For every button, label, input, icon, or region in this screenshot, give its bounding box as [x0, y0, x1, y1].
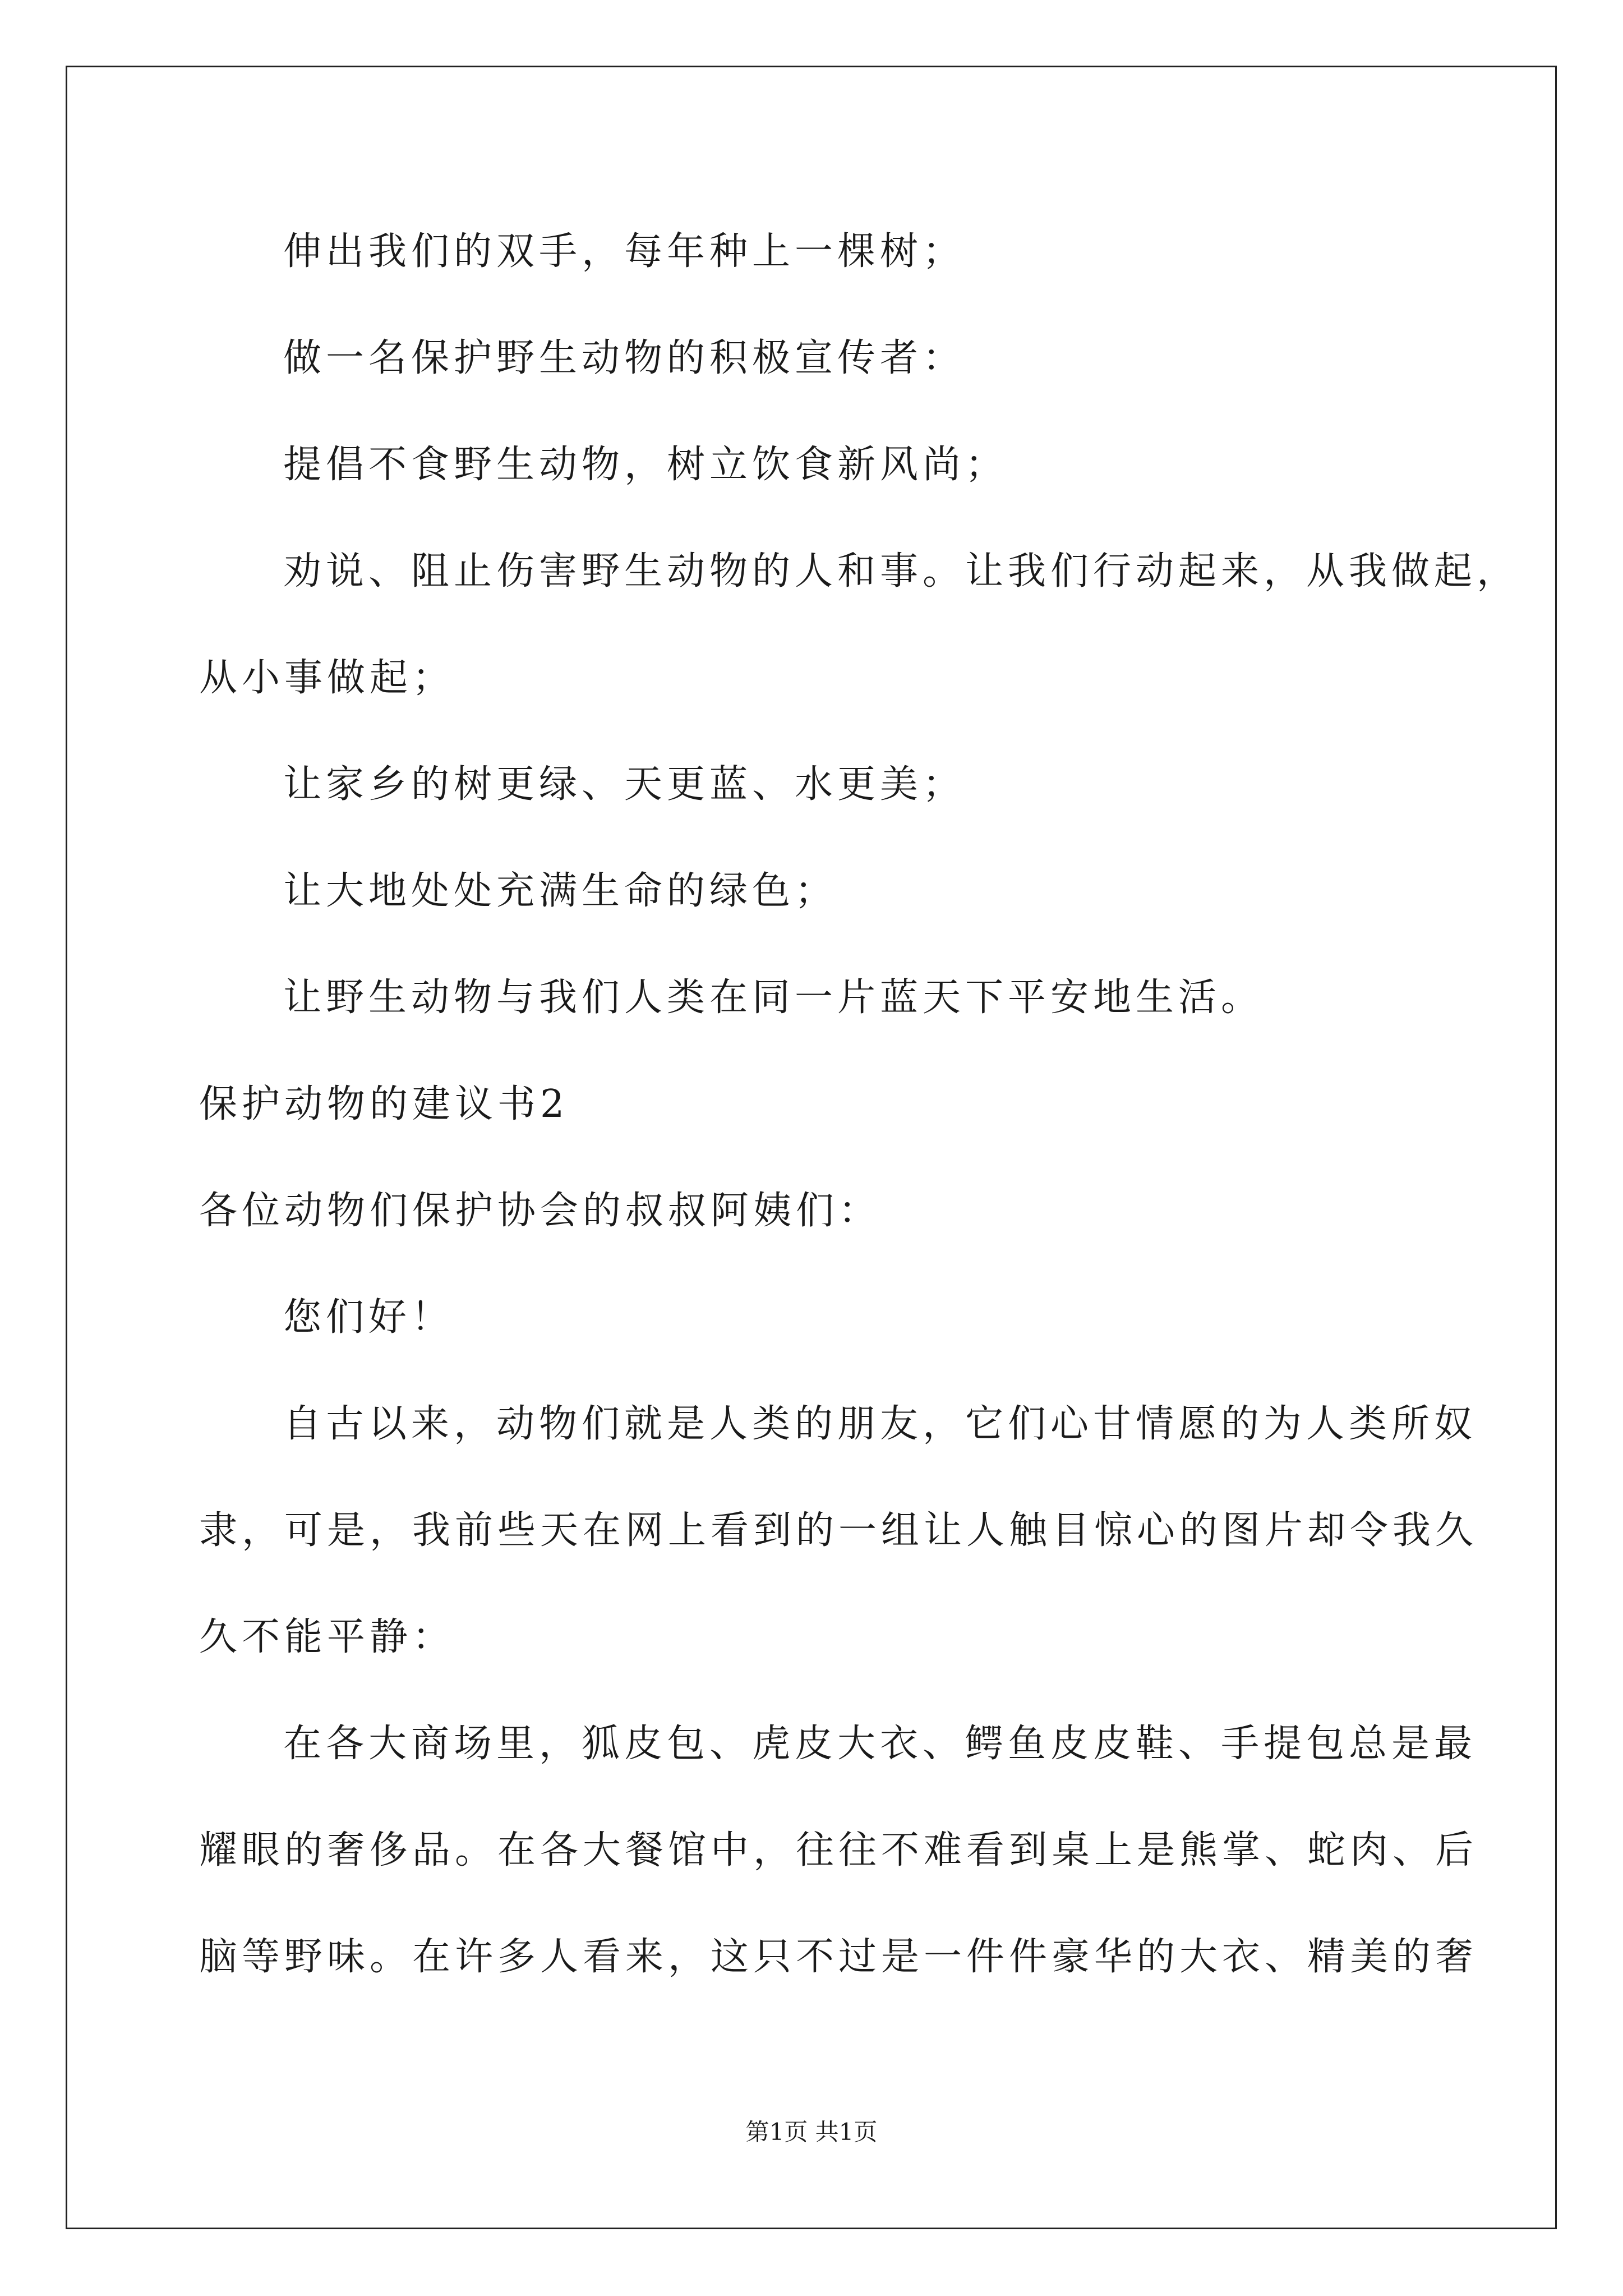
paragraph-line: 让大地处处充满生命的绿色； [283, 869, 838, 913]
paragraph-line: 从小事做起； [199, 656, 455, 700]
page-border [66, 66, 1557, 2229]
paragraph-line: 久不能平静： [199, 1615, 455, 1659]
paragraph-line: 在各大商场里，狐皮包、虎皮大衣、鳄鱼皮皮鞋、手提包总是最 [283, 1722, 1477, 1766]
salutation: 各位动物们保护协会的叔叔阿姨们： [199, 1189, 882, 1233]
section-heading: 保护动物的建议书2 [199, 1082, 569, 1126]
paragraph-line: 伸出我们的双手，每年种上一棵树； [283, 229, 966, 274]
paragraph-line: 让家乡的树更绿、天更蓝、水更美； [283, 762, 966, 807]
paragraph-line: 隶，可是，我前些天在网上看到的一组让人触目惊心的图片却令我久 [199, 1508, 1478, 1553]
paragraph-line: 做一名保护野生动物的积极宣传者： [283, 336, 966, 380]
paragraph-line: 劝说、阻止伤害野生动物的人和事。让我们行动起来，从我做起， [283, 549, 1520, 593]
greeting: 您们好！ [283, 1295, 454, 1340]
paragraph-line: 耀眼的奢侈品。在各大餐馆中，往往不难看到桌上是熊掌、蛇肉、后 [199, 1828, 1478, 1872]
page-footer: 第1页 共1页 [745, 2118, 878, 2146]
paragraph-line: 自古以来，动物们就是人类的朋友，它们心甘情愿的为人类所奴 [283, 1402, 1477, 1446]
paragraph-line: 让野生动物与我们人类在同一片蓝天下平安地生活。 [283, 976, 1264, 1020]
paragraph-line: 脑等野味。在许多人看来，这只不过是一件件豪华的大衣、精美的奢 [199, 1935, 1478, 1979]
paragraph-line: 提倡不食野生动物，树立饮食新风尚； [283, 443, 1008, 487]
